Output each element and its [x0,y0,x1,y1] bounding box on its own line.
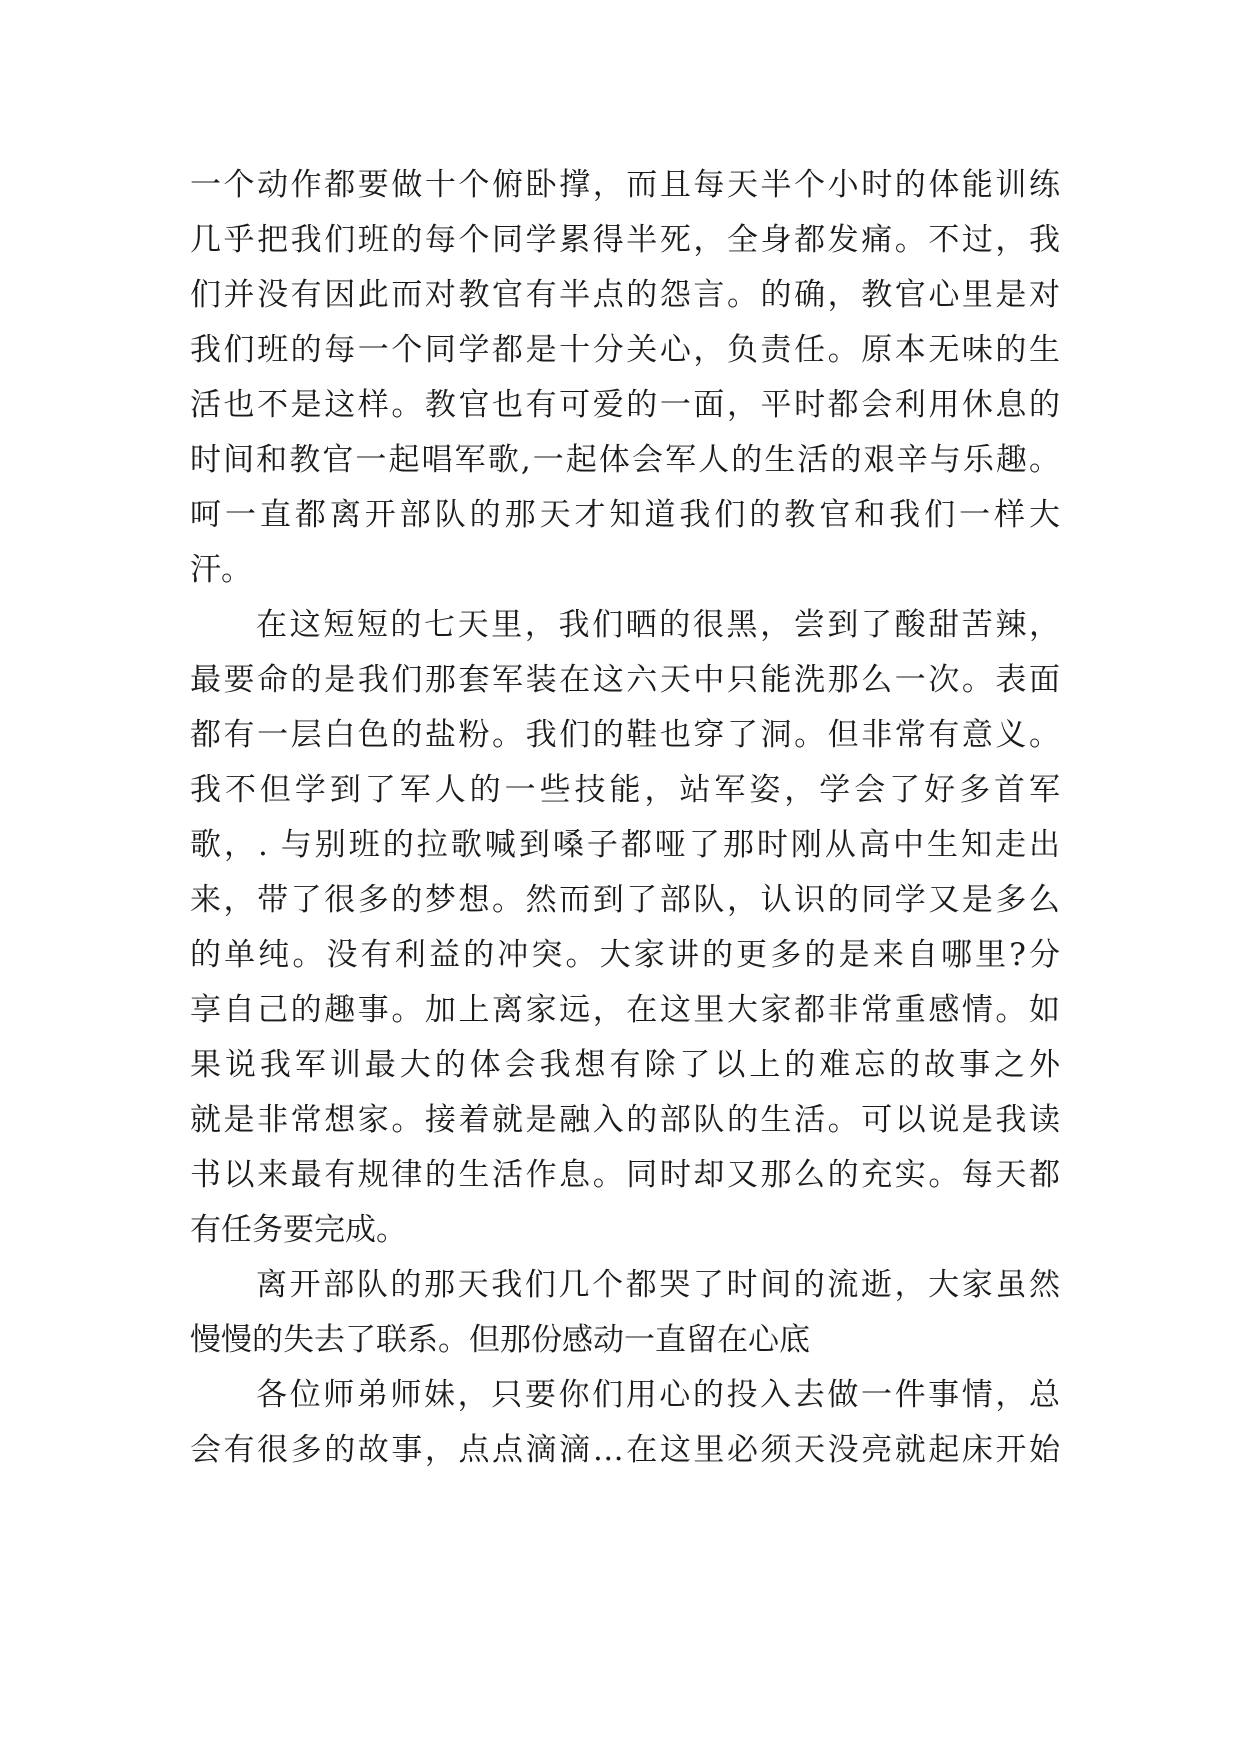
text-line: 最要命的是我们那套军装在这六天中只能洗那么一次。表面 [190,662,1060,698]
text-line: 在这短短的七天里，我们晒的很黑，尝到了酸甜苦辣， [256,607,1060,643]
text-line: 呵一直都离开部队的那天才知道我们的教官和我们一样大 [190,497,1060,533]
text-line: 果说我军训最大的体会我想有除了以上的难忘的故事之外 [190,1047,1060,1083]
text-line: 的单纯。没有利益的冲突。大家讲的更多的是来自哪里?分 [190,937,1060,973]
text-line: 会有很多的故事，点点滴滴…在这里必须天没亮就起床开始 [190,1432,1060,1468]
text-line: 来，带了很多的梦想。然而到了部队，认识的同学又是多么 [190,882,1060,918]
text-line: 我们班的每一个同学都是十分关心，负责任。原本无味的生 [190,332,1060,368]
text-line: 们并没有因此而对教官有半点的怨言。的确，教官心里是对 [190,277,1060,313]
text-line: 享自己的趣事。加上离家远，在这里大家都非常重感情。如 [190,992,1060,1028]
text-line: 时间和教官一起唱军歌,一起体会军人的生活的艰辛与乐趣。 [190,442,1060,478]
text-line: 离开部队的那天我们几个都哭了时间的流逝，大家虽然 [256,1267,1060,1303]
text-line: 书以来最有规律的生活作息。同时却又那么的充实。每天都 [190,1157,1060,1193]
document-body [190,158,1060,1478]
text-line: 就是非常想家。接着就是融入的部队的生活。可以说是我读 [190,1102,1060,1138]
text-line: 有任务要完成。 [190,1212,407,1248]
text-line: 都有一层白色的盐粉。我们的鞋也穿了洞。但非常有意义。 [190,717,1060,753]
paragraph-4 [190,1368,1060,1478]
paragraph-3 [190,1258,1060,1368]
paragraph-2 [190,598,1060,1258]
text-line: 活也不是这样。教官也有可爱的一面，平时都会利用休息的 [190,387,1060,423]
text-line: 慢慢的失去了联系。但那份感动一直留在心底 [190,1322,810,1358]
text-line: 歌，. 与别班的拉歌喊到嗓子都哑了那时刚从高中生知走出 [190,827,1060,863]
text-line: 各位师弟师妹，只要你们用心的投入去做一件事情，总 [256,1377,1060,1413]
paragraph-1 [190,158,1060,598]
text-line: 我不但学到了军人的一些技能，站军姿，学会了好多首军 [190,772,1060,808]
text-line: 汗。 [190,552,252,588]
text-line: 一个动作都要做十个俯卧撑，而且每天半个小时的体能训练 [190,167,1060,203]
text-line: 几乎把我们班的每个同学累得半死，全身都发痛。不过，我 [190,222,1060,258]
